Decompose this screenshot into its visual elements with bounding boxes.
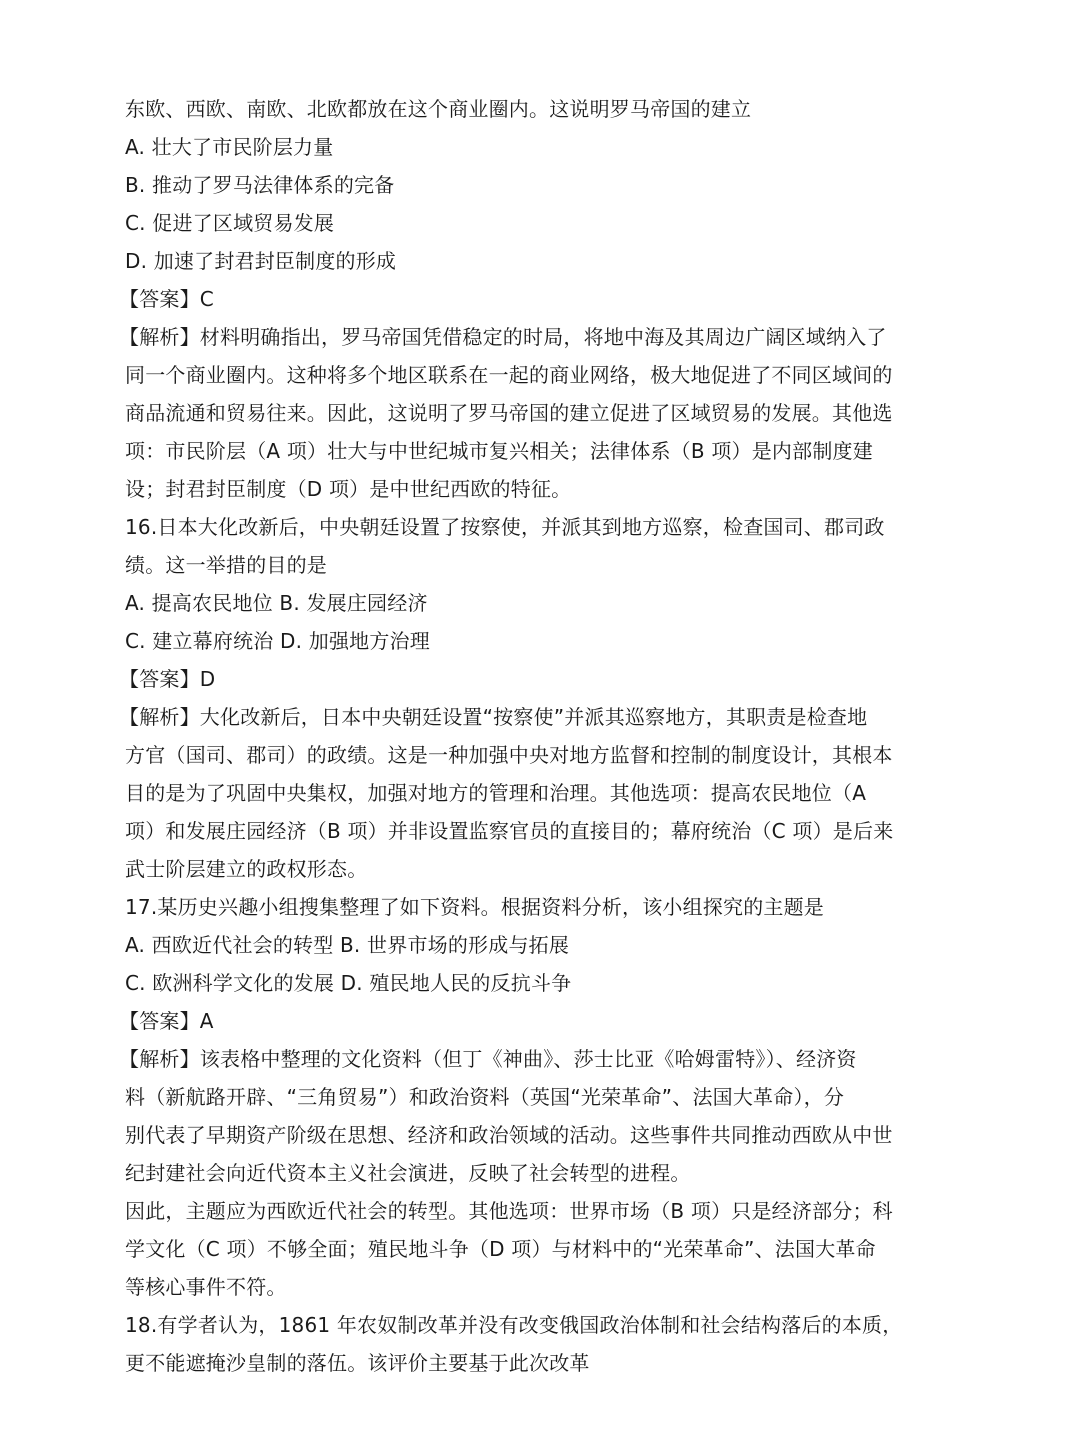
q17-analysis-line: 纪封建社会向近代资本主义社会演进，反映了社会转型的进程。: [125, 1161, 691, 1185]
document-page: [119, 94, 960, 1379]
q15-answer: 【答案】C: [119, 287, 214, 311]
q16-options-line: A. 提高农民地位 B. 发展庄园经济: [125, 591, 428, 615]
q16-analysis-line: 武士阶层建立的政权形态。: [125, 857, 368, 881]
q16-options-line: C. 建立幕府统治 D. 加强地方治理: [125, 629, 430, 653]
q17-analysis-line: 【解析】该表格中整理的文化资料（但丁《神曲》、莎士比亚《哈姆雷特》）、经济资: [119, 1047, 857, 1071]
q17-stem-line: 17.某历史兴趣小组搜集整理了如下资料。根据资料分析，该小组探究的主题是: [125, 895, 825, 919]
q15-analysis-line: 商品流通和贸易往来。因此，这说明了罗马帝国的建立促进了区域贸易的发展。其他选: [125, 401, 893, 425]
q15-option-a: A. 壮大了市民阶层力量: [125, 135, 334, 159]
q16-answer: 【答案】D: [119, 667, 216, 691]
q16-analysis-line: 目的是为了巩固中央集权，加强对地方的管理和治理。其他选项：提高农民地位（A: [125, 781, 867, 805]
q17-analysis-line: 料（新航路开辟、“三角贸易”）和政治资料（英国“光荣革命”、法国大革命），分: [125, 1085, 845, 1109]
q15-analysis-line: 项：市民阶层（A 项）壮大与中世纪城市复兴相关；法律体系（B 项）是内部制度建: [125, 439, 873, 463]
q16-stem-line: 绩。这一举措的目的是: [125, 553, 327, 577]
q16-analysis-line: 方官（国司、郡司）的政绩。这是一种加强中央对地方监督和控制的制度设计，其根本: [125, 743, 893, 767]
q16-analysis-line: 项）和发展庄园经济（B 项）并非设置监察官员的直接目的；幕府统治（C 项）是后来: [125, 819, 894, 843]
q18-stem-line: 更不能遮掩沙皇制的落伍。该评价主要基于此次改革: [125, 1351, 590, 1375]
q17-analysis-line: 因此，主题应为西欧近代社会的转型。其他选项：世界市场（B 项）只是经济部分；科: [125, 1199, 893, 1223]
q16-analysis-line: 【解析】大化改新后，日本中央朝廷设置“按察使”并派其巡察地方，其职责是检查地: [119, 705, 868, 729]
q15-analysis-line: 【解析】材料明确指出，罗马帝国凭借稳定的时局，将地中海及其周边广阔区域纳入了: [119, 325, 887, 349]
q15-option-c: C. 促进了区域贸易发展: [125, 211, 335, 235]
q17-analysis-line: 等核心事件不符。: [125, 1275, 287, 1299]
q15-analysis-line: 同一个商业圈内。这种将多个地区联系在一起的商业网络，极大地促进了不同区域间的: [125, 363, 893, 387]
q15-analysis-line: 设；封君封臣制度（D 项）是中世纪西欧的特征。: [125, 477, 572, 501]
q17-options-line: A. 西欧近代社会的转型 B. 世界市场的形成与拓展: [125, 933, 570, 957]
q17-analysis-line: 别代表了早期资产阶级在思想、经济和政治领域的活动。这些事件共同推动西欧从中世: [125, 1123, 893, 1147]
q15-option-b: B. 推动了罗马法律体系的完备: [125, 173, 395, 197]
q15-option-d: D. 加速了封君封臣制度的形成: [125, 249, 397, 273]
q17-answer: 【答案】A: [119, 1009, 214, 1033]
q18-stem-line: 18.有学者认为，1861 年农奴制改革并没有改变俄国政治体制和社会结构落后的本质，: [125, 1313, 903, 1337]
q17-analysis-line: 学文化（C 项）不够全面；殖民地斗争（D 项）与材料中的“光荣革命”、法国大革命: [125, 1237, 876, 1261]
q15-stem-tail: 东欧、西欧、南欧、北欧都放在这个商业圈内。这说明罗马帝国的建立: [125, 97, 752, 121]
q17-options-line: C. 欧洲科学文化的发展 D. 殖民地人民的反抗斗争: [125, 971, 572, 995]
q16-stem-line: 16.日本大化改新后，中央朝廷设置了按察使，并派其到地方巡察，检查国司、郡司政: [125, 515, 885, 539]
